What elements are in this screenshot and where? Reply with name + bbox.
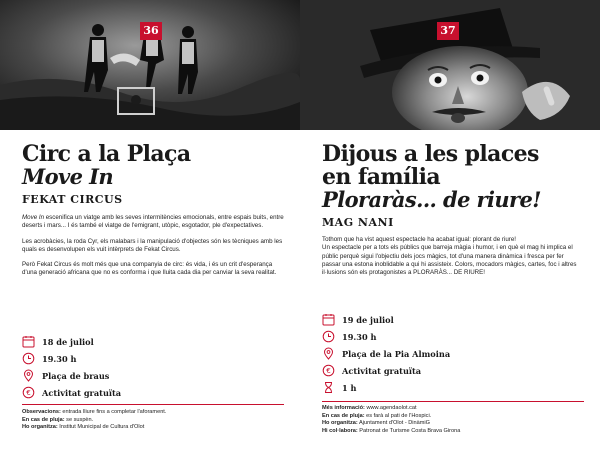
event-subtitle: Move In [22, 164, 114, 189]
event-36-content [22, 143, 284, 285]
footer-line [322, 405, 592, 413]
info-label: 19.30 h [42, 353, 77, 364]
footer-line [322, 428, 592, 436]
info-location [322, 345, 450, 362]
footer-line [22, 417, 292, 425]
description-paragraph: Un espectacle per a tots els públics que barreja màgia i humor, i en què el mag hi implica el públic perquè sigui l'objectiu dels jocs màgics, tot d'una manera dinàmica i fresca per fer passar una estona inoblidable a qui hi assisteix. Colors, mocadors màgics, cartes, foc i altres il·lusions són els protagonistes a PLORARÀS... DE RIURE! [322, 244, 577, 277]
info-label: 19.30 h [342, 331, 377, 342]
footer-value: Institut Municipal de Cultura d'Olot [57, 424, 145, 431]
location-pin-icon [322, 347, 335, 360]
footer-key: Ho organitza: [22, 424, 58, 431]
footer-key: Més informació: [322, 405, 365, 411]
event-number-badge: 37 [437, 22, 459, 40]
event-title [322, 143, 584, 189]
description-paragraph [22, 214, 284, 231]
title-line: Dijous a les places [322, 141, 539, 167]
calendar-icon [22, 335, 35, 348]
event-info-list [22, 333, 121, 401]
event-37-photo [300, 0, 600, 130]
event-37-content [322, 143, 584, 284]
clock-icon [322, 330, 335, 343]
info-label: Activitat gratuïta [342, 365, 422, 376]
calendar-icon [322, 313, 335, 326]
svg-text:€: € [326, 367, 331, 375]
hourglass-icon [322, 381, 335, 394]
footer-line [322, 413, 592, 421]
footer-divider [322, 401, 584, 402]
footer-value: www.agendaolot.cat [364, 405, 417, 411]
info-price [322, 362, 450, 379]
footer-line [322, 420, 592, 428]
event-36-photo [0, 0, 300, 130]
info-date [322, 311, 450, 328]
footer-value: entrada lliure fins a completar l'aforament. [60, 409, 167, 415]
footer-value: Patronat de Turisme Costa Brava Girona [357, 427, 461, 434]
description-text: escenifica un viatge amb les seves intermitències emocionals, entre espais buits, entre deserts i mars... I és també el viatge de l'emigrant, utòpic, esgotador, ple d'expectatives. [22, 214, 284, 230]
event-footer-notes [322, 405, 592, 435]
footer-key: En cas de pluja: [322, 412, 365, 419]
svg-text:€: € [26, 389, 31, 397]
footer-value: se suspèn. [64, 416, 94, 423]
clock-icon [22, 352, 35, 365]
info-location [22, 367, 121, 384]
info-time [322, 328, 450, 345]
footer-value: es farà al pati de l'Hospici. [364, 412, 432, 419]
footer-key: Hi col·labora: [322, 427, 358, 434]
footer-line [22, 424, 292, 432]
euro-icon [22, 386, 35, 399]
company-name: FEKAT CIRCUS [22, 193, 123, 206]
event-subtitle: Ploraràs... de riure! [322, 187, 541, 212]
info-duration [322, 379, 450, 396]
info-price [22, 384, 121, 401]
event-37-column [300, 0, 600, 450]
info-time [22, 350, 121, 367]
info-label: Plaça de la Pia Almoina [342, 348, 451, 359]
footer-value: Ajuntament d'Olot - DinàmiG [357, 420, 431, 427]
footer-divider [22, 404, 284, 405]
event-description [322, 236, 584, 277]
event-title: Circ a la Plaça [22, 141, 191, 167]
description-paragraph: Tothom que ha vist aquest espectacle ha acabat igual: plorant de riure! [322, 236, 516, 243]
footer-key: En cas de pluja: [22, 416, 65, 423]
info-label: Activitat gratuïta [42, 387, 122, 398]
event-footer-notes [22, 409, 292, 432]
title-line: en família [322, 164, 440, 190]
info-label: 1 h [342, 382, 357, 393]
info-date [22, 333, 121, 350]
event-description [22, 214, 284, 278]
info-label: Plaça de braus [42, 370, 110, 381]
event-number-badge: 36 [140, 22, 162, 40]
event-info-list [322, 311, 450, 396]
location-pin-icon [22, 369, 35, 382]
euro-icon [322, 364, 335, 377]
footer-key: Observacions: [22, 409, 61, 415]
footer-line [22, 409, 292, 417]
description-paragraph: Les acrobàcies, la roda Cyr, els malabars i la manipulació d'objectes són les tècniques amb les quals es desenvolupen els vuit intèrprets de Fekat Circus. [22, 237, 283, 253]
company-name: MAG NANI [322, 216, 394, 229]
show-name-emphasis: Move In [22, 214, 45, 221]
info-label: 19 de juliol [342, 314, 394, 325]
info-label: 18 de juliol [42, 336, 94, 347]
footer-key: Ho organitza: [322, 420, 358, 427]
description-paragraph: Però Fekat Circus és molt més que una companyia de circ: és vida, i és un crit d'esperança d'una generació africana que no es conforma i que lluita cada dia per canviar la seva realitat. [22, 261, 277, 277]
